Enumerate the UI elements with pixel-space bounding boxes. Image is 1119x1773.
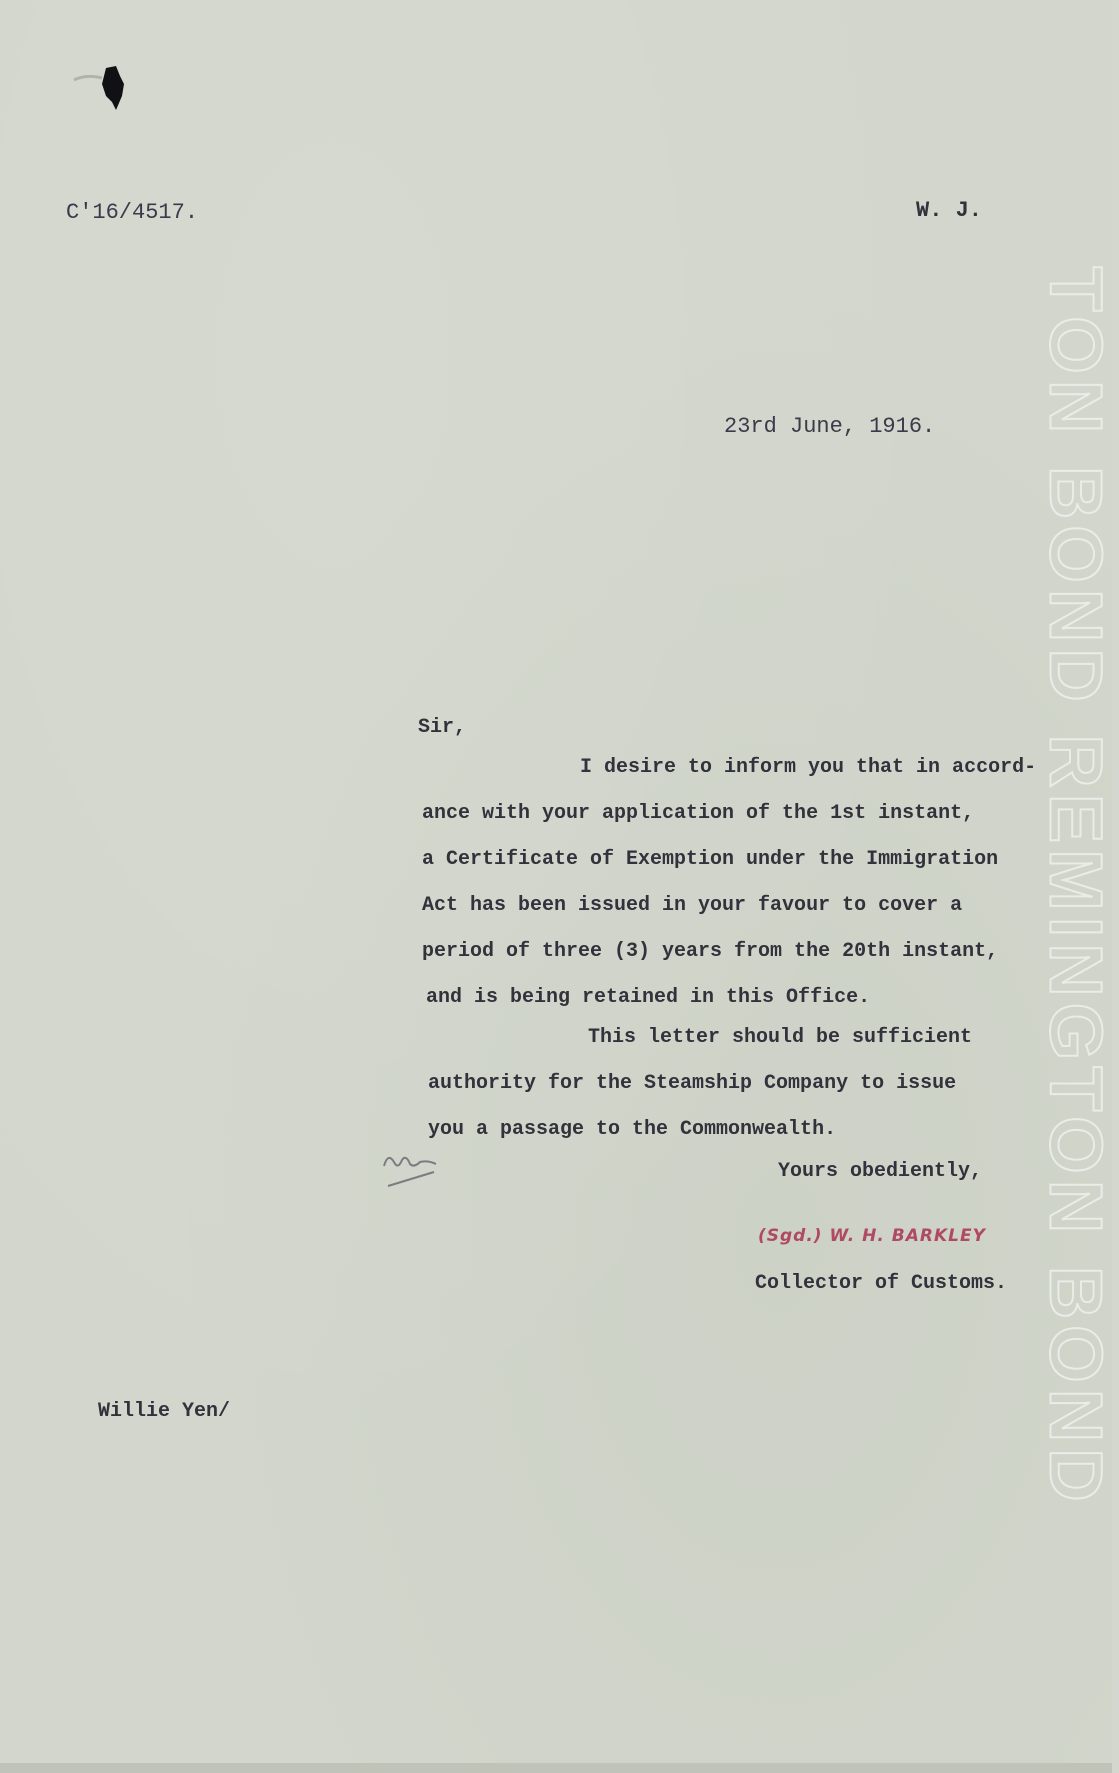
- signatory-title: Collector of Customs.: [755, 1272, 1008, 1295]
- staple-hole-mark: [72, 62, 142, 122]
- body-line: ance with your application of the 1st instant,: [422, 802, 975, 825]
- body-line: you a passage to the Commonwealth.: [428, 1118, 837, 1141]
- salutation: Sir,: [418, 716, 467, 739]
- body-line: Act has been issued in your favour to cover a: [422, 894, 963, 917]
- typist-initials: W. J.: [916, 198, 983, 223]
- body-line: and is being retained in this Office.: [426, 986, 871, 1009]
- body-line: period of three (3) years from the 20th instant,: [422, 940, 999, 963]
- body-line: authority for the Steamship Company to issue: [428, 1072, 957, 1095]
- watermark-strip: [1034, 0, 1118, 1773]
- letter-date: 23rd June, 1916.: [724, 414, 936, 439]
- pencil-initial-mark: [378, 1146, 448, 1196]
- signature-stamp: (Sgd.) W. H. BARKLEY: [758, 1226, 986, 1246]
- reference-number: C'16/4517.: [66, 200, 199, 225]
- addressee: Willie Yen/: [98, 1400, 231, 1423]
- body-line: This letter should be sufficient: [588, 1026, 973, 1049]
- closing: Yours obediently,: [778, 1160, 983, 1183]
- watermark-text: TON BOND REMINGTON BOND: [1034, 265, 1118, 1508]
- body-line: I desire to inform you that in accord-: [580, 756, 1037, 779]
- body-line: a Certificate of Exemption under the Immigration: [422, 848, 999, 871]
